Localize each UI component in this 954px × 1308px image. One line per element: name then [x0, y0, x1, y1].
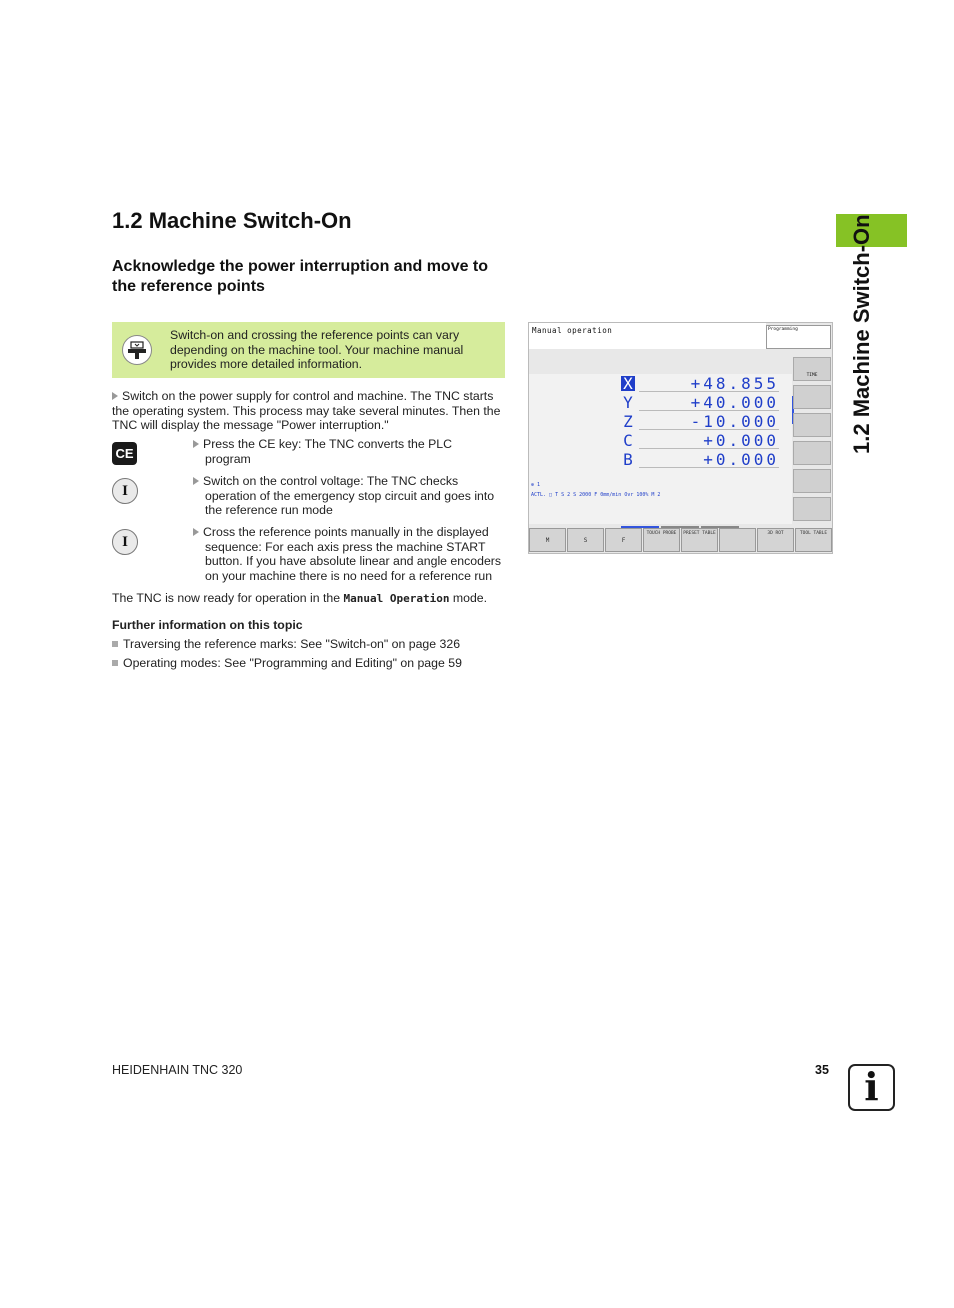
page-title: 1.2 Machine Switch-On: [112, 208, 352, 233]
step-ce-text: Press the CE key: The TNC converts the PLC program: [203, 437, 452, 466]
step-reference: [193, 525, 509, 583]
step-reference-text: Cross the reference points manually in the displayed sequence: For each axis press the machine START button. If you have absolute linear and angle encoders on your machine there is no need for a reference run: [203, 525, 502, 583]
softkey-vertical[interactable]: [793, 497, 831, 521]
softkey-vertical[interactable]: [793, 413, 831, 437]
bullet-square-icon: [112, 641, 118, 647]
further-item: [112, 656, 462, 671]
bullet-triangle-icon: [112, 392, 118, 400]
axis-value: +40.000: [639, 395, 779, 411]
step-voltage-text: Switch on the control voltage: The TNC checks operation of the emergency stop circuit and goes into the reference run mode: [203, 474, 495, 517]
horizontal-softkey-bar: [529, 528, 832, 553]
softkey-m[interactable]: M: [529, 528, 566, 552]
ready-sentence: [112, 591, 512, 607]
softkey-s[interactable]: S: [567, 528, 604, 552]
softkey-touch-probe[interactable]: TOUCH PROBE: [643, 528, 680, 552]
further-item: [112, 637, 460, 652]
axis-letter: C: [623, 431, 633, 450]
screen-programming-label: Programming: [766, 325, 831, 349]
axis-letter: Z: [623, 412, 633, 431]
bullet-triangle-icon: [193, 528, 199, 536]
further-item-text: Traversing the reference marks: See "Switch-on" on page 326: [123, 637, 461, 651]
section-subtitle: Acknowledge the power interruption and move to the reference points: [112, 258, 489, 295]
step-ce: [193, 437, 495, 466]
softkey-time[interactable]: TIME: [793, 357, 831, 381]
tnc-screenshot: [528, 322, 833, 554]
further-heading: Further information on this topic: [112, 618, 303, 632]
axis-value: -10.000: [639, 414, 779, 430]
axis-letter: Y: [623, 393, 633, 412]
axis-value: +48.855: [639, 376, 779, 392]
axis-value: +0.000: [639, 433, 779, 449]
chapter-side-label: 1.2 Machine Switch-On: [849, 214, 874, 454]
vertical-softkey-bar: [793, 351, 831, 523]
ce-key-icon: CE: [112, 442, 137, 465]
axis-value: +0.000: [639, 452, 779, 468]
ready-mode: Manual Operation: [343, 592, 450, 605]
axis-letter: X: [621, 376, 635, 391]
status-line-1: ⊕ 1: [531, 482, 541, 488]
bullet-triangle-icon: [193, 440, 199, 448]
status-line-2: ACTL. □ T S 2 S 2000 F 0mm/min Ovr 100% M 2: [531, 492, 661, 498]
footer-product: HEIDENHAIN TNC 320: [112, 1063, 243, 1077]
machine-note-box: [112, 322, 505, 378]
note-text: Switch-on and crossing the reference points can vary depending on the machine tool. Your machine manual provides more detailed information.: [170, 328, 464, 371]
axis-letter: B: [623, 450, 633, 469]
intro-text: Switch on the power supply for control and machine. The TNC starts the operating system. This process may take several minutes. Then the TNC will display the message "Power interruption.": [112, 389, 501, 432]
further-item-text: Operating modes: See "Programming and Editing" on page 59: [123, 656, 462, 670]
softkey-vertical[interactable]: [793, 385, 831, 409]
softkey-preset-table[interactable]: PRESET TABLE: [681, 528, 718, 552]
step-voltage: [193, 474, 507, 518]
softkey-3d-rot[interactable]: 3D ROT: [757, 528, 794, 552]
position-display: [529, 374, 792, 524]
ready-prefix: The TNC is now ready for operation in the: [112, 591, 344, 605]
page-number: 35: [815, 1063, 829, 1077]
softkey-vertical[interactable]: [793, 469, 831, 493]
softkey-f[interactable]: F: [605, 528, 642, 552]
start-key-icon: I: [112, 529, 138, 555]
machine-tool-icon: [122, 335, 152, 365]
softkey-vertical[interactable]: [793, 441, 831, 465]
bullet-square-icon: [112, 660, 118, 666]
ready-suffix: mode.: [449, 591, 488, 605]
intro-step: [112, 389, 507, 433]
control-voltage-key-icon: I: [112, 478, 138, 504]
screen-mode-header: Manual operation: [529, 323, 766, 349]
bullet-triangle-icon: [193, 477, 199, 485]
softkey-tool-table[interactable]: TOOL TABLE: [795, 528, 832, 552]
softkey-empty[interactable]: [719, 528, 756, 552]
info-icon: [848, 1064, 895, 1111]
info-icon-glyph: i: [864, 1064, 879, 1109]
screen-blank-row: [529, 351, 792, 373]
